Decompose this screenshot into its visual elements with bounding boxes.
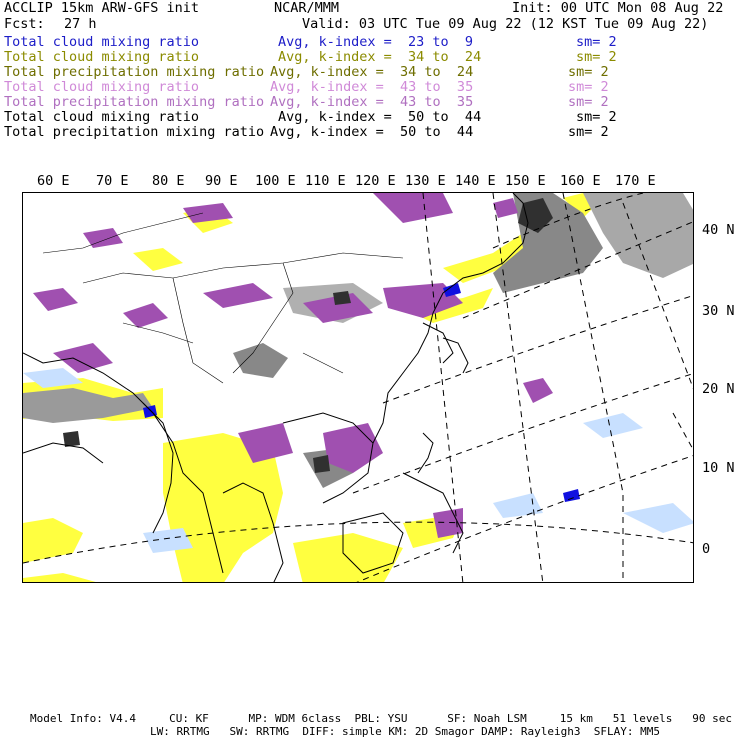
lon-label-120e: 120 E [355, 173, 396, 189]
lat-label-30n: 30 N [702, 303, 735, 319]
legend-sm-7: sm= 2 [568, 124, 609, 140]
legend-desc-6: Avg, k-index = 50 to 44 [278, 109, 482, 125]
legend-sm-1: sm= 2 [576, 34, 617, 50]
legend-field-6: Total cloud mixing ratio [4, 109, 200, 125]
lon-label-60e: 60 E [37, 173, 70, 189]
purple-cloud-field [33, 193, 553, 538]
legend-field-2: Total cloud mixing ratio [4, 49, 200, 65]
valid-time: Valid: 03 UTC Tue 09 Aug 22 (12 KST Tue 09 Aug 22) [302, 16, 709, 32]
lon-label-70e: 70 E [96, 173, 129, 189]
legend-sm-2: sm= 2 [576, 49, 617, 65]
lon-label-110e: 110 E [305, 173, 346, 189]
center-label: NCAR/MMM [274, 0, 340, 16]
lon-label-140e: 140 E [455, 173, 496, 189]
legend-desc-2: Avg, k-index = 34 to 24 [278, 49, 482, 65]
lon-label-160e: 160 E [560, 173, 601, 189]
dark-core-field [63, 198, 553, 473]
lon-label-100e: 100 E [255, 173, 296, 189]
legend-sm-3: sm= 2 [568, 64, 609, 80]
legend-field-5: Total precipitation mixing ratio [4, 94, 265, 110]
legend-desc-7: Avg, k-index = 50 to 44 [270, 124, 474, 140]
map-canvas [23, 193, 694, 583]
lat-label-0: 0 [702, 541, 711, 557]
legend-desc-5: Avg, k-index = 43 to 35 [270, 94, 474, 110]
lat-label-20n: 20 N [702, 381, 735, 397]
lon-label-170e: 170 E [615, 173, 656, 189]
fcst-label: Fcst: [4, 16, 45, 32]
legend-desc-1: Avg, k-index = 23 to 9 [278, 34, 474, 50]
lat-label-10n: 10 N [702, 460, 735, 476]
lat-label-40n: 40 N [702, 222, 735, 238]
legend-sm-4: sm= 2 [568, 79, 609, 95]
fcst-value: 27 h [64, 16, 97, 32]
yellow-cloud-field [23, 193, 598, 583]
init-time: Init: 00 UTC Mon 08 Aug 22 [512, 0, 724, 16]
footer-physics-info: LW: RRTMG SW: RRTMG DIFF: simple KM: 2D Smagor DAMP: Rayleigh3 SFLAY: MM5 [150, 725, 660, 738]
lon-label-90e: 90 E [205, 173, 238, 189]
legend-sm-5: sm= 2 [568, 94, 609, 110]
lon-label-130e: 130 E [405, 173, 446, 189]
legend-field-4: Total cloud mixing ratio [4, 79, 200, 95]
legend-desc-3: Avg, k-index = 34 to 24 [270, 64, 474, 80]
legend-field-1: Total cloud mixing ratio [4, 34, 200, 50]
legend-field-7: Total precipitation mixing ratio [4, 124, 265, 140]
legend-field-3: Total precipitation mixing ratio [4, 64, 265, 80]
footer-model-info: Model Info: V4.4 CU: KF MP: WDM 6class PBL: YSU SF: Noah LSM 15 km 51 levels 90 sec [30, 712, 732, 725]
map-panel [22, 192, 694, 583]
model-title: ACCLIP 15km ARW-GFS init [4, 0, 200, 16]
legend-sm-6: sm= 2 [576, 109, 617, 125]
legend-desc-4: Avg, k-index = 43 to 35 [270, 79, 474, 95]
lon-label-150e: 150 E [505, 173, 546, 189]
lon-label-80e: 80 E [152, 173, 185, 189]
